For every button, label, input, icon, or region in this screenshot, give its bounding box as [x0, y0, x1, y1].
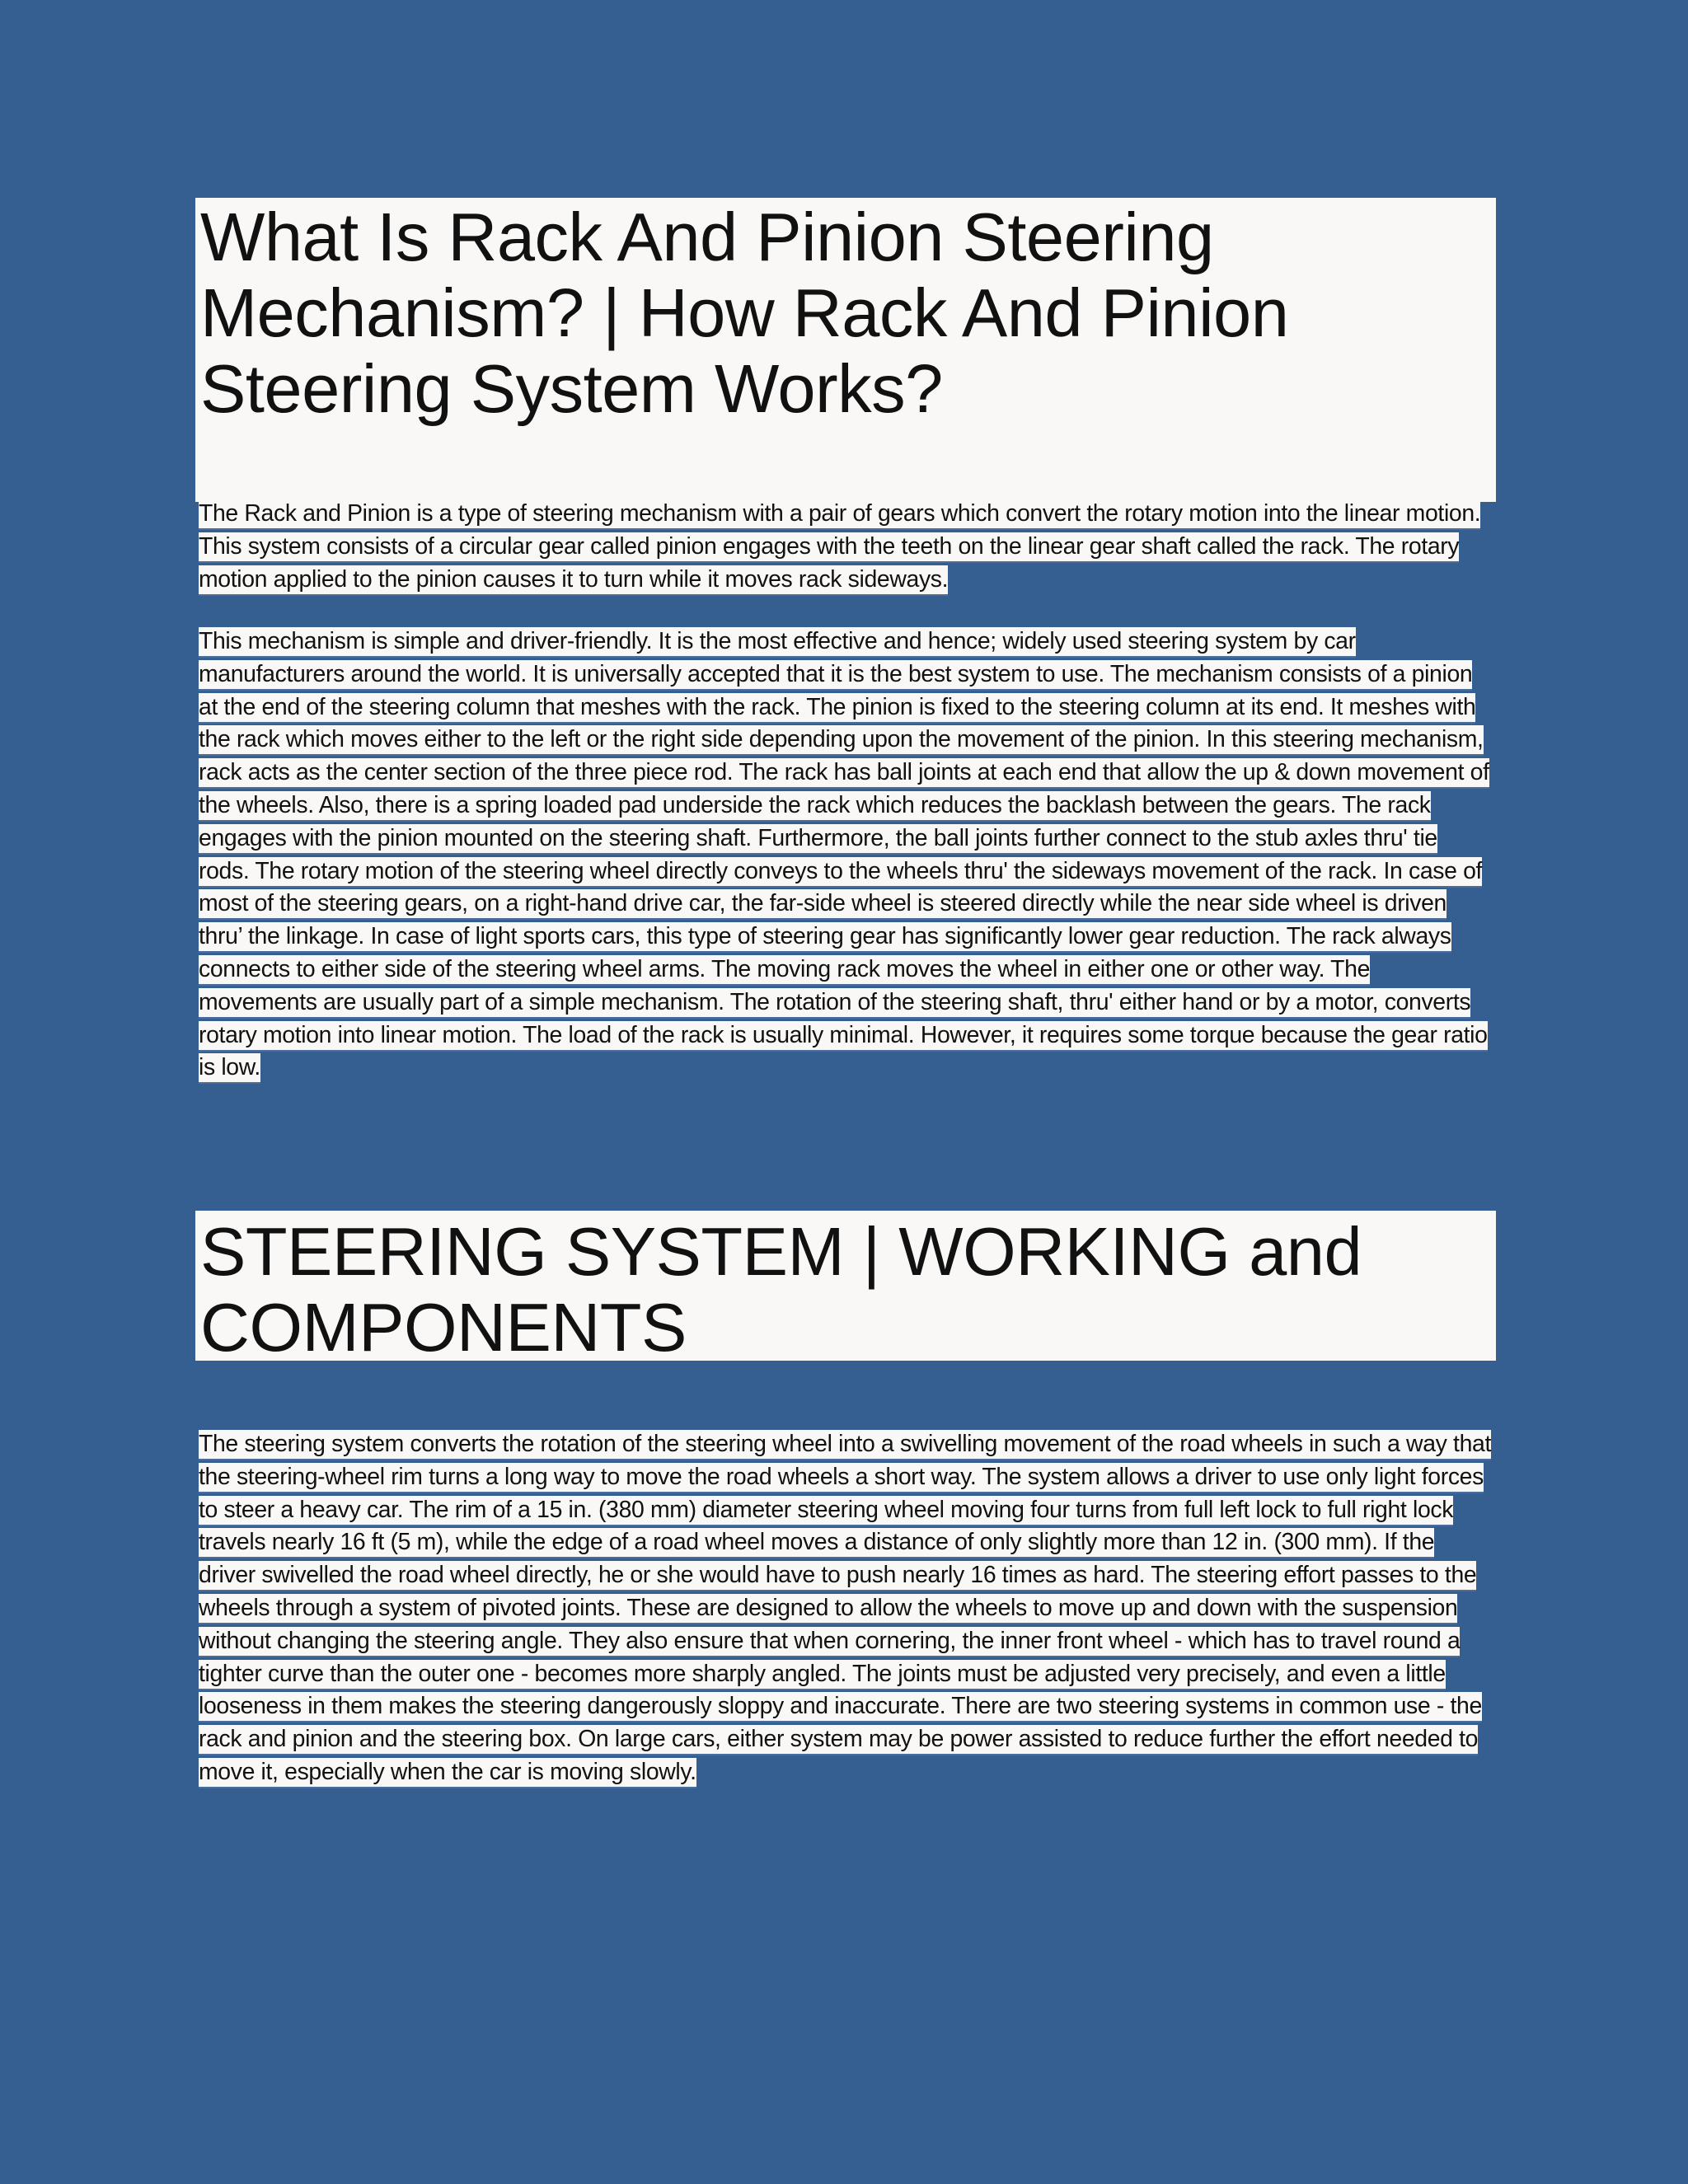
paragraph-steering-system: [199, 1428, 1493, 1789]
paragraph-mechanism: [199, 626, 1493, 1085]
paragraph-text: The steering system converts the rotation of the steering wheel into a swivelling movement of the road wheels in such a way that the steering-wheel rim turns a long way to move the road wheels a short way. The system allows a driver to use only light forces to steer a heavy car. The rim of a 15 in. (380 mm) diameter steering wheel moving four turns from full left lock to full right lock travels nearly 16 ft (5 m), while the edge of a road wheel moves a distance of only slightly more than 12 in. (300 mm). If the driver swivelled the road wheel directly, he or she would have to push nearly 16 times as hard. The steering effort passes to the wheels through a system of pivoted joints. These are designed to allow the wheels to move up and down with the suspension without changing the steering angle. They also ensure that when cornering, the inner front wheel - which has to travel round a tighter curve than the outer one - becomes more sharply angled. The joints must be adjusted very precisely, and even a little looseness in them makes the steering dangerously sloppy and inaccurate. There are two steering systems in common use - the rack and pinion and the steering box. On large cars, either system may be power assisted to reduce further the effort needed to move it, especially when the car is moving slowly.: [199, 1431, 1491, 1785]
paragraph-text: The Rack and Pinion is a type of steering mechanism with a pair of gears which convert the rotary motion into the linear motion. This system consists of a circular gear called pinion engages with the teeth on the linear gear shaft called the rack. The rotary motion applied to the pinion causes it to turn while it moves rack sideways.: [199, 500, 1481, 593]
heading-steering-system: [195, 1211, 1496, 1366]
heading-rack-and-pinion: [195, 198, 1496, 502]
paragraph-intro: [199, 498, 1493, 596]
heading-text: What Is Rack And Pinion Steering Mechanism? | How Rack And Pinion Steering System Works?: [200, 199, 1289, 427]
paragraph-text: This mechanism is simple and driver-friendly. It is the most effective and hence; widely used steering system by car manufacturers around the world. It is universally accepted that it is the best system to use. The mechanism consists of a pinion at the end of the steering column that meshes with the rack. The pinion is fixed to the steering column at its end. It meshes with the rack which moves either to the left or the right side depending upon the movement of the pinion. In this steering mechanism, rack acts as the center section of the three piece rod. The rack has ball joints at each end that allow the up & down movement of the wheels. Also, there is a spring loaded pad underside the rack which reduces the backlash between the gears. The rack engages with the pinion mounted on the steering shaft. Furthermore, the ball joints further connect to the stub axles thru' tie rods. The rotary motion of the steering wheel directly conveys to the wheels thru' the sideways movement of the rack. In case of most of the steering gears, on a right-hand drive car, the far-side wheel is steered directly while the near side wheel is driven thru’ the linkage. In case of light sports cars, this type of steering gear has significantly lower gear reduction. The rack always connects to either side of the steering wheel arms. The moving rack moves the wheel in either one or other way. The movements are usually part of a simple mechanism. The rotation of the steering shaft, thru' either hand or by a motor, converts rotary motion into linear motion. The load of the rack is usually minimal. However, it requires some torque because the gear ratio is low.: [199, 628, 1489, 1081]
heading-text: STEERING SYSTEM | WORKING and COMPONENTS: [200, 1213, 1362, 1366]
